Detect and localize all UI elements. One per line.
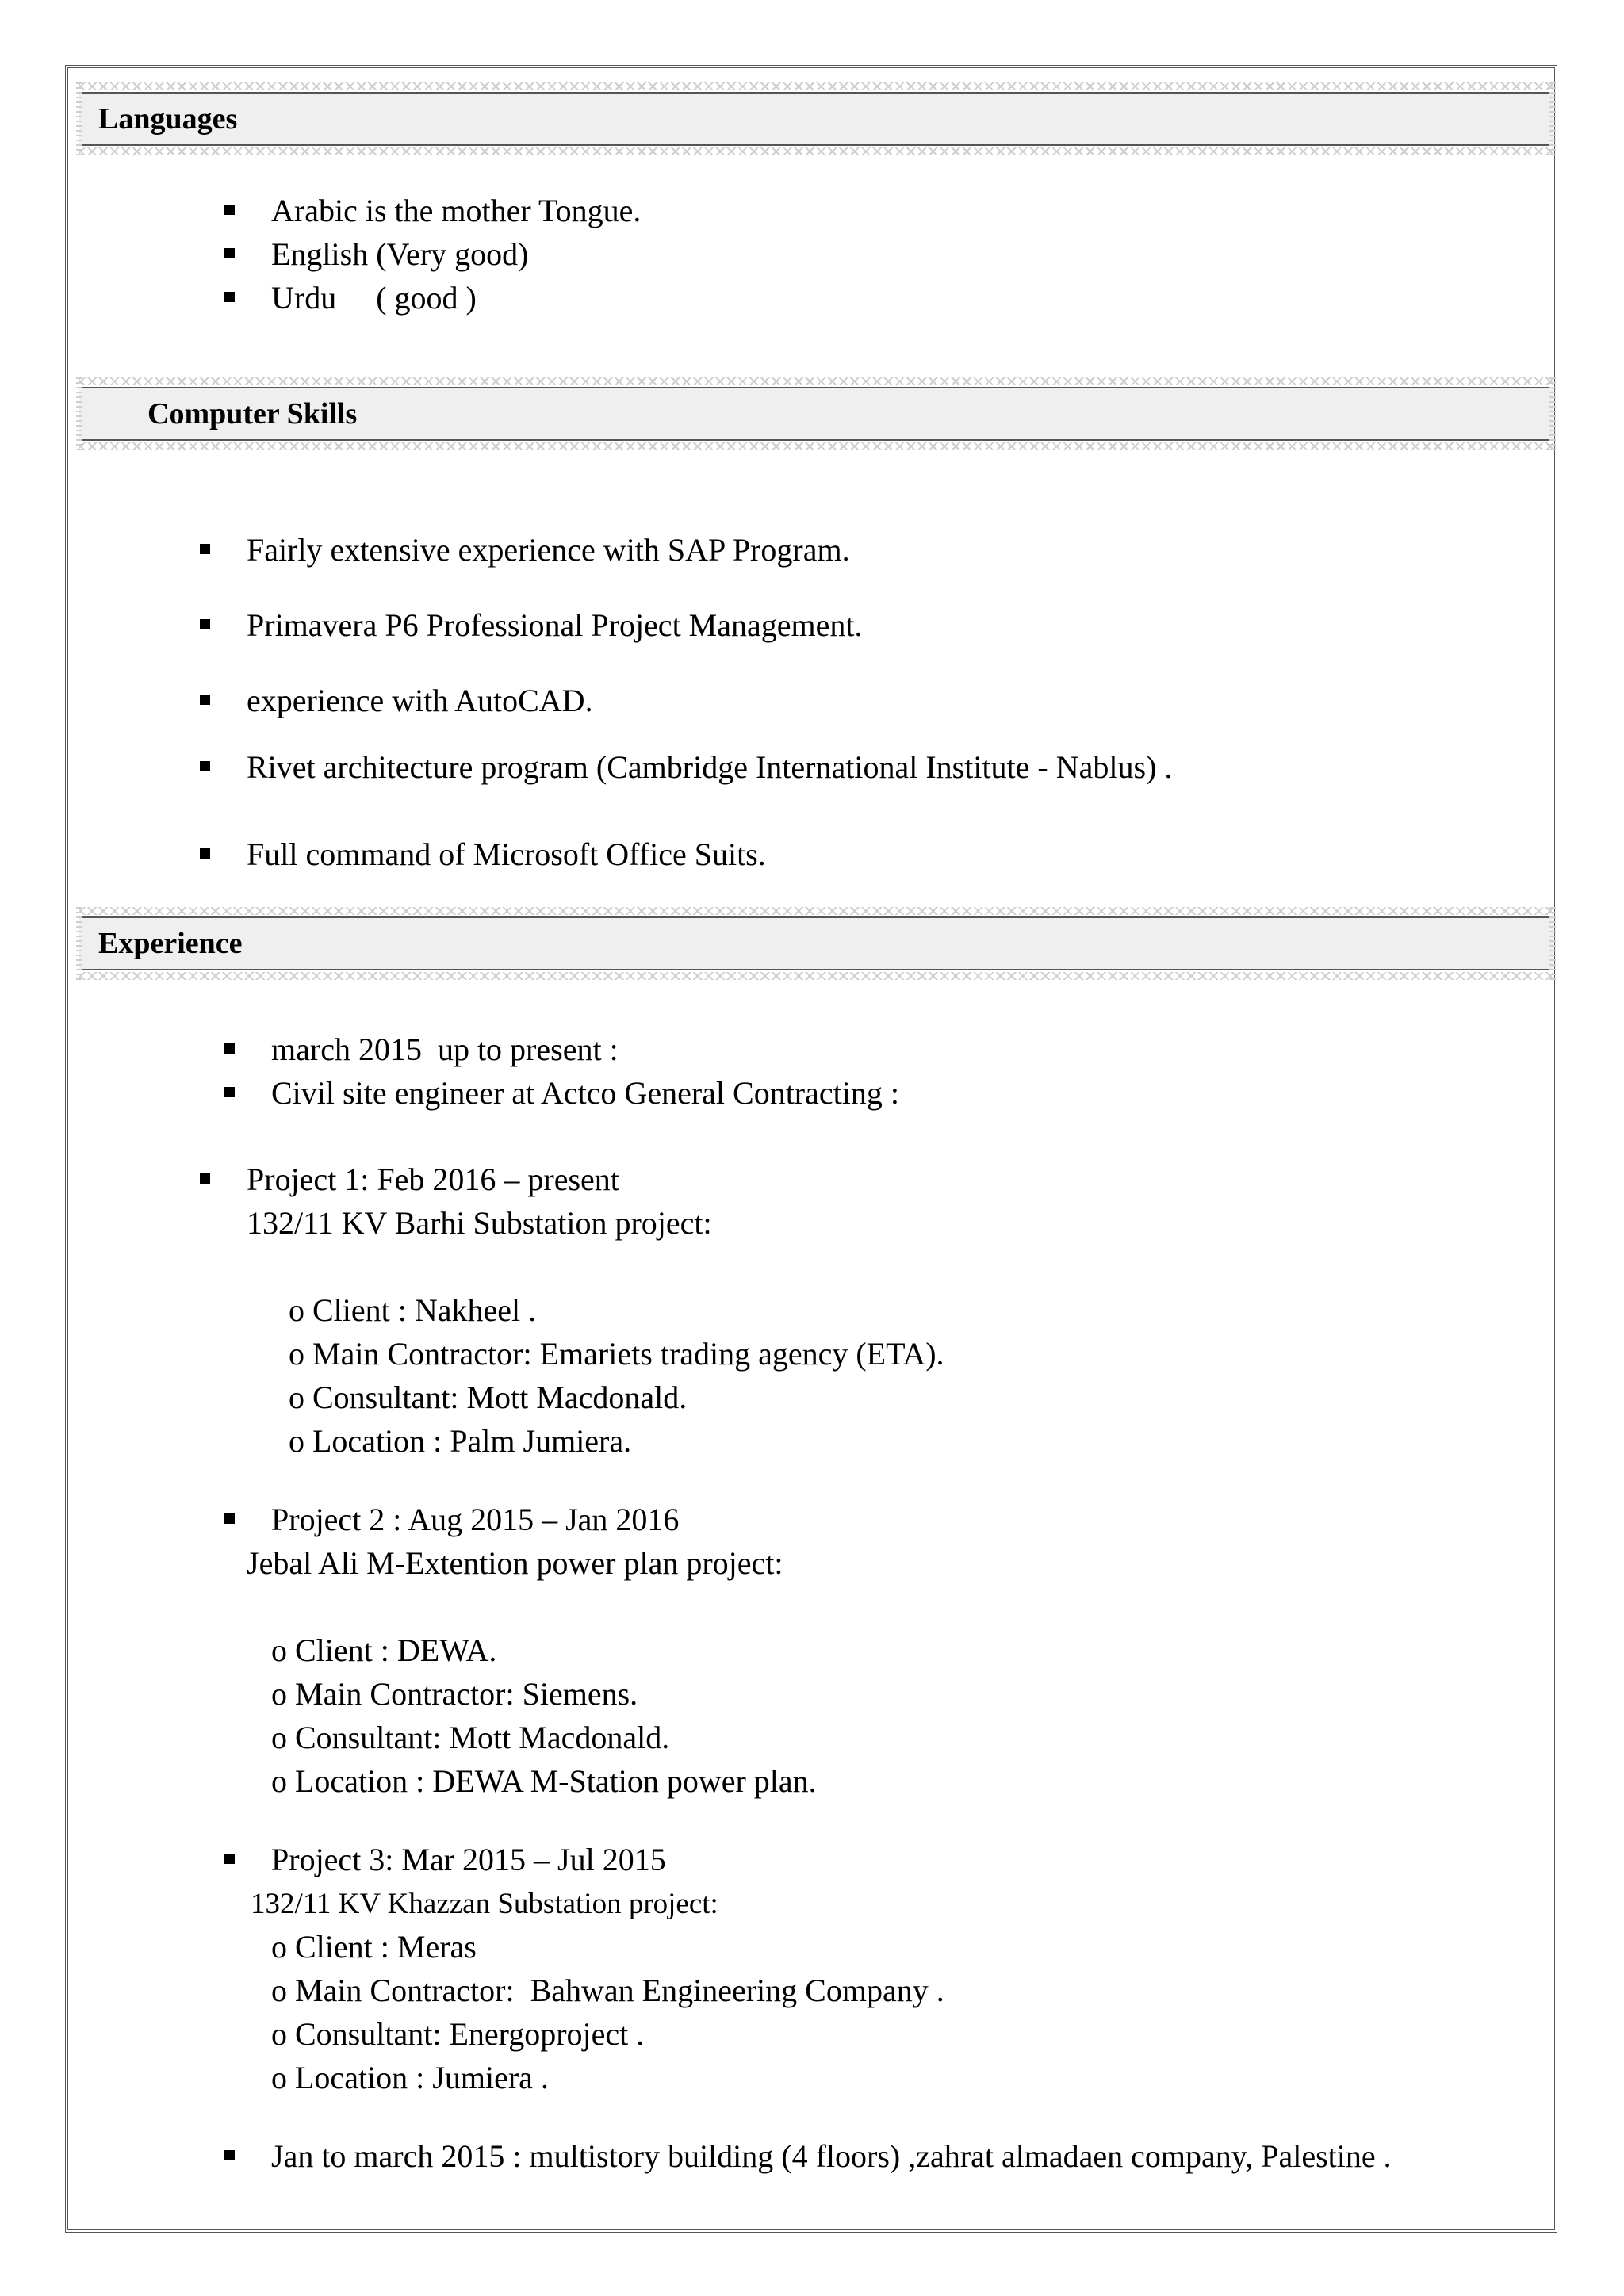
project3-detail: o Client : Meras — [271, 1929, 477, 1965]
bullet-icon — [200, 1173, 210, 1184]
language-item: Arabic is the mother Tongue. — [271, 193, 642, 228]
bullet-icon — [200, 695, 210, 705]
project3-name: 132/11 KV Khazzan Substation project: — [251, 1888, 718, 1920]
project2-detail: o Consultant: Mott Macdonald. — [271, 1720, 670, 1755]
project1-detail: o Consultant: Mott Macdonald. — [289, 1380, 688, 1415]
bullet-icon — [224, 1854, 235, 1864]
project1-heading: Project 1: Feb 2016 – present — [247, 1161, 619, 1197]
project2-detail: o Main Contractor: Siemens. — [271, 1676, 638, 1712]
languages-title: Languages — [98, 102, 238, 136]
project2-heading: Project 2 : Aug 2015 – Jan 2016 — [271, 1502, 680, 1537]
experience-last: Jan to march 2015 : multistory building (4 floors) ,zahrat almadaen company, Palestine . — [271, 2138, 1392, 2174]
project2-detail: o Client : DEWA. — [271, 1632, 497, 1668]
project1-detail: o Client : Nakheel . — [289, 1292, 537, 1328]
language-item: Urdu ( good ) — [271, 280, 477, 316]
bullet-icon — [224, 205, 235, 215]
experience-intro: Civil site engineer at Actco General Contracting : — [271, 1075, 899, 1111]
skill-item: Full command of Microsoft Office Suits. — [247, 836, 766, 872]
experience-intro: march 2015 up to present : — [271, 1031, 619, 1067]
project3-detail: o Consultant: Energoproject . — [271, 2016, 645, 2052]
project3-heading: Project 3: Mar 2015 – Jul 2015 — [271, 1842, 666, 1877]
bullet-icon — [200, 761, 210, 771]
bullet-icon — [224, 1087, 235, 1097]
bullet-icon — [200, 544, 210, 554]
skill-item: Primavera P6 Professional Project Management. — [247, 607, 863, 643]
bullet-icon — [224, 292, 235, 302]
bullet-icon — [224, 1513, 235, 1524]
language-item: English (Very good) — [271, 236, 529, 272]
bullet-icon — [224, 248, 235, 258]
bullet-icon — [224, 1043, 235, 1054]
project2-name: Jebal Ali M-Extention power plan project: — [247, 1545, 783, 1581]
skill-item: experience with AutoCAD. — [247, 683, 593, 718]
skill-item: Fairly extensive experience with SAP Program. — [247, 532, 850, 568]
skill-item: Rivet architecture program (Cambridge International Institute - Nablus) . — [247, 749, 1173, 785]
project3-detail: o Location : Jumiera . — [271, 2060, 549, 2095]
computer-skills-header — [79, 387, 1553, 441]
project1-name: 132/11 KV Barhi Substation project: — [247, 1205, 712, 1241]
project1-detail: o Main Contractor: Emariets trading agency (ETA). — [289, 1336, 944, 1372]
languages-header — [79, 92, 1553, 146]
bullet-icon — [224, 2150, 235, 2160]
project1-detail: o Location : Palm Jumiera. — [289, 1423, 632, 1459]
experience-header — [79, 916, 1553, 970]
experience-title: Experience — [98, 927, 243, 960]
bullet-icon — [200, 619, 210, 629]
bullet-icon — [200, 848, 210, 859]
project2-detail: o Location : DEWA M-Station power plan. — [271, 1763, 817, 1799]
project3-detail: o Main Contractor: Bahwan Engineering Company . — [271, 1973, 944, 2008]
computer-skills-title: Computer Skills — [147, 397, 358, 430]
